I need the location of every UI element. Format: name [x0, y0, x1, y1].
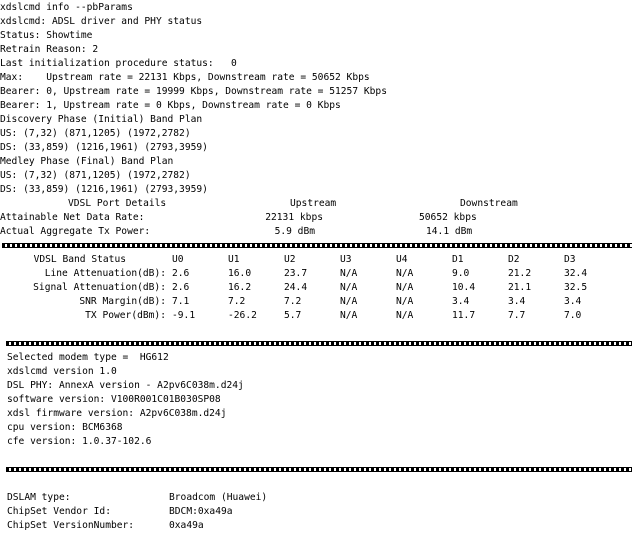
band-status-row	[0, 295, 640, 309]
band-value: 23.7	[284, 268, 308, 279]
band-value: N/A	[396, 282, 414, 293]
modem-info-block	[0, 351, 640, 449]
terminal-output	[0, 1, 640, 547]
port-details-row	[0, 211, 640, 225]
cpu-version-line: cpu version: BCM6368	[7, 422, 123, 433]
band-value: 21.1	[508, 282, 532, 293]
dslam-row	[7, 519, 640, 533]
band-value: 32.4	[564, 268, 588, 279]
discovery-band-plan-title: Discovery Phase (Initial) Band Plan	[0, 114, 203, 125]
max-rate-line: Max: Upstream rate = 22131 Kbps, Downstream rate = 50652 Kbps	[0, 72, 370, 83]
row-label: Attainable Net Data Rate:	[0, 212, 145, 223]
column-header: D2	[508, 254, 520, 265]
port-details-title: VDSL Port Details	[68, 198, 167, 209]
band-value: -26.2	[228, 310, 257, 321]
band-value: 21.2	[508, 268, 532, 279]
band-value: 7.7	[508, 310, 526, 321]
column-header: D1	[452, 254, 464, 265]
upstream-value: 5.9 dBm	[274, 226, 315, 237]
discovery-us-line: US: (7,32) (871,1205) (1972,2782)	[0, 128, 191, 139]
medley-band-plan-title: Medley Phase (Final) Band Plan	[0, 156, 174, 167]
band-value: 16.2	[228, 282, 252, 293]
port-details-header-row	[0, 197, 640, 211]
band-value: N/A	[396, 296, 414, 307]
column-header: D3	[564, 254, 576, 265]
band-value: 7.2	[228, 296, 246, 307]
row-label: TX Power(dBm):	[85, 310, 166, 321]
band-value: 24.4	[284, 282, 308, 293]
retrain-reason-line: Retrain Reason: 2	[0, 44, 99, 55]
band-value: N/A	[340, 282, 358, 293]
port-details-row	[0, 225, 640, 239]
upstream-value: 22131 kbps	[265, 212, 323, 223]
band-value: 3.4	[452, 296, 470, 307]
version-number-value: 0xa49a	[169, 520, 204, 531]
dslam-row	[7, 505, 640, 519]
status-block	[0, 1, 640, 197]
band-value: 2.6	[172, 282, 190, 293]
modem-type-line: Selected modem type = HG612	[7, 352, 169, 363]
band-value: 2.6	[172, 268, 190, 279]
band-value: N/A	[396, 310, 414, 321]
band-value: -9.1	[172, 310, 196, 321]
band-value: 5.7	[284, 310, 302, 321]
software-version-line: software version: V100R001C01B030SP08	[7, 394, 221, 405]
band-value: 11.7	[452, 310, 476, 321]
band-value: N/A	[340, 268, 358, 279]
column-header: U4	[396, 254, 408, 265]
upstream-header: Upstream	[290, 198, 337, 209]
band-status-row	[0, 267, 640, 281]
medley-ds-line: DS: (33,859) (1216,1961) (2793,3959)	[0, 184, 208, 195]
cfe-version-line: cfe version: 1.0.37-102.6	[7, 436, 152, 447]
band-value: 10.4	[452, 282, 476, 293]
discovery-ds-line: DS: (33,859) (1216,1961) (2793,3959)	[0, 142, 208, 153]
init-status-line: Last initialization procedure status: 0	[0, 58, 237, 69]
row-label: DSLAM type:	[7, 492, 71, 503]
band-value: 7.1	[172, 296, 190, 307]
separator-line	[0, 463, 632, 477]
band-value: 3.4	[508, 296, 526, 307]
medley-us-line: US: (7,32) (871,1205) (1972,2782)	[0, 170, 191, 181]
band-value: 9.0	[452, 268, 470, 279]
band-status-row	[0, 281, 640, 295]
downstream-value: 14.1 dBm	[426, 226, 473, 237]
column-header: U1	[228, 254, 240, 265]
command-line: xdslcmd info --pbParams	[0, 2, 133, 13]
row-label: ChipSet VersionNumber:	[7, 520, 135, 531]
bearer-0-line: Bearer: 0, Upstream rate = 19999 Kbps, Downstream rate = 51257 Kbps	[0, 86, 387, 97]
separator-line	[0, 337, 632, 351]
dslam-info-block	[0, 491, 640, 533]
row-label: Signal Attenuation(dB):	[33, 282, 166, 293]
dslam-type-value: Broadcom (Huawei)	[169, 492, 268, 503]
band-value: 7.2	[284, 296, 302, 307]
band-status-title: VDSL Band Status	[33, 254, 126, 265]
bearer-1-line: Bearer: 1, Upstream rate = 0 Kbps, Downstream rate = 0 Kbps	[0, 100, 341, 111]
status-line: Status: Showtime	[0, 30, 93, 41]
row-label: Actual Aggregate Tx Power:	[0, 226, 151, 237]
column-header: U3	[340, 254, 352, 265]
band-value: 7.0	[564, 310, 582, 321]
separator-line	[0, 239, 632, 253]
downstream-value: 50652 kbps	[419, 212, 477, 223]
row-label: Line Attenuation(dB):	[44, 268, 166, 279]
vendor-id-value: BDCM:0xa49a	[169, 506, 233, 517]
band-value: 16.0	[228, 268, 252, 279]
column-header: U2	[284, 254, 296, 265]
column-header: U0	[172, 254, 184, 265]
downstream-header: Downstream	[460, 198, 518, 209]
band-value: 3.4	[564, 296, 582, 307]
firmware-version-line: xdsl firmware version: A2pv6C038m.d24j	[7, 408, 227, 419]
band-status-header-row	[0, 253, 640, 267]
dsl-phy-line: DSL PHY: AnnexA version - A2pv6C038m.d24j	[7, 380, 244, 391]
port-details-table	[0, 197, 640, 239]
row-label: ChipSet Vendor Id:	[7, 506, 111, 517]
driver-status-line: xdslcmd: ADSL driver and PHY status	[0, 16, 203, 27]
band-value: N/A	[396, 268, 414, 279]
xdslcmd-version-line: xdslcmd version 1.0	[7, 366, 117, 377]
dslam-row	[7, 491, 640, 505]
band-value: 32.5	[564, 282, 588, 293]
band-status-table	[0, 253, 640, 323]
band-status-row	[0, 309, 640, 323]
band-value: N/A	[340, 310, 358, 321]
band-value: N/A	[340, 296, 358, 307]
row-label: SNR Margin(dB):	[79, 296, 166, 307]
